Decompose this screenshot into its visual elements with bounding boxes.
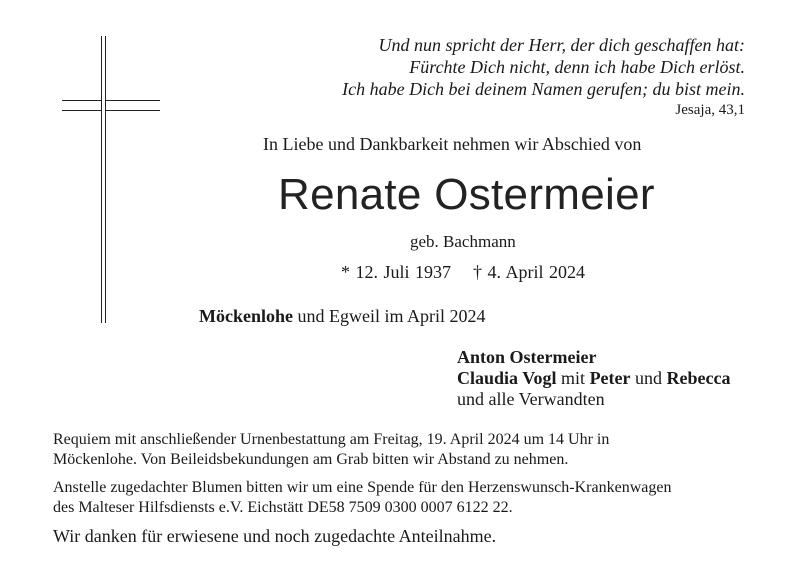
place-rest: und Egweil im April 2024 bbox=[297, 306, 486, 326]
paragraph-line: Anstelle zugedachter Blumen bitten wir um eine Spende für den Herzenswunsch-Krankenwagen bbox=[53, 479, 672, 496]
mourner-line: und alle Verwandten bbox=[457, 389, 605, 409]
death-date: † 4. April 2024 bbox=[473, 262, 586, 282]
place-and-date bbox=[199, 306, 486, 327]
verse-line: Ich habe Dich bei deinem Namen gerufen; du bist mein. bbox=[342, 79, 745, 99]
mourner-line: Anton Ostermeier bbox=[457, 347, 597, 367]
paragraph-line: Requiem mit anschließender Urnenbestattung am Freitag, 19. April 2024 um 14 Uhr in bbox=[53, 431, 610, 448]
paragraph-line: Möckenlohe. Von Beileidsbekundungen am Grab bitten wir Abstand zu nehmen. bbox=[53, 451, 569, 468]
mourners-list bbox=[457, 347, 731, 410]
paragraph-line: des Malteser Hilfsdiensts e.V. Eichstätt DE58 7509 0300 0007 6122 22. bbox=[53, 499, 513, 516]
connector-text: mit bbox=[561, 368, 586, 388]
bible-verse bbox=[342, 34, 745, 119]
intro-text: In Liebe und Dankbarkeit nehmen wir Abschied von bbox=[263, 134, 642, 154]
verse-line: Und nun spricht der Herr, der dich geschaffen hat: bbox=[378, 35, 745, 55]
mourner-name: Rebecca bbox=[666, 368, 731, 388]
place-town: Möckenlohe bbox=[199, 306, 293, 326]
birth-date: * 12. Juli 1937 bbox=[341, 262, 452, 282]
mourner-name: Claudia Vogl bbox=[457, 368, 557, 388]
mourner-name: Peter bbox=[589, 368, 631, 388]
mourner-line bbox=[457, 368, 731, 389]
life-dates bbox=[341, 262, 585, 283]
verse-line: Fürchte Dich nicht, denn ich habe Dich erlöst. bbox=[409, 57, 745, 77]
requiem-paragraph bbox=[53, 430, 609, 470]
maiden-name: geb. Bachmann bbox=[410, 232, 516, 251]
verse-reference: Jesaja, 43,1 bbox=[675, 102, 745, 118]
connector-text: und bbox=[635, 368, 663, 388]
donation-paragraph bbox=[53, 478, 671, 518]
deceased-name: Renate Ostermeier bbox=[278, 170, 655, 219]
thanks-text: Wir danken für erwiesene und noch zugedachte Anteilnahme. bbox=[53, 526, 497, 546]
